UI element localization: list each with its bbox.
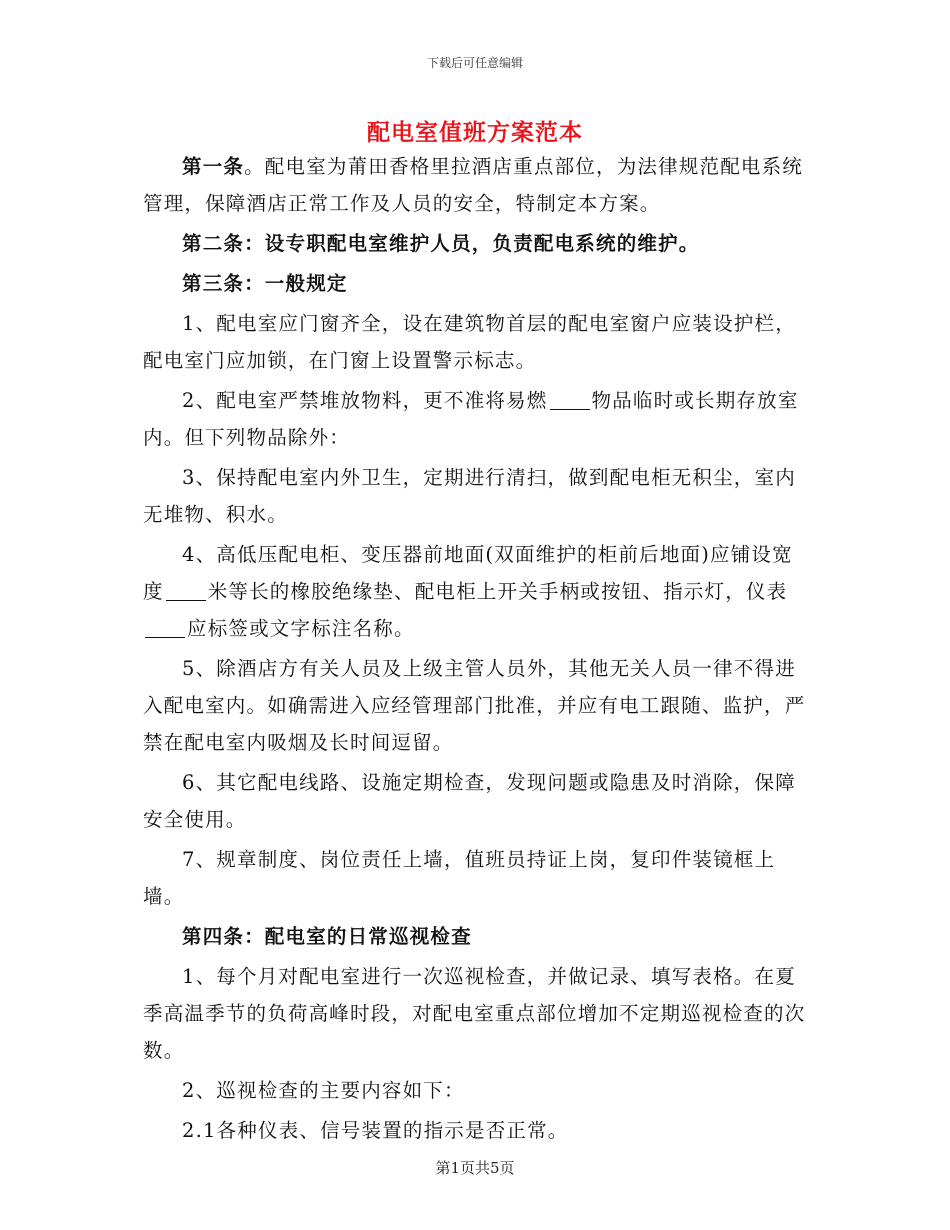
rule-item-3: 3、保持配电室内外卫生，定期进行清扫，做到配电柜无积尘，室内无堆物、积水。 xyxy=(143,466,796,526)
article-1 xyxy=(143,148,811,222)
article-4-heading: 第四条：配电室的日常巡视检查 xyxy=(182,925,472,948)
rule-item-4 xyxy=(143,536,811,647)
rule-item-4-part2: 米等长的橡胶绝缘垫、配电柜上开关手柄或按钮、指示灯，仪表 xyxy=(207,580,788,603)
inspection-item-2-1: 2.1各种仪表、信号装置的指示是否正常。 xyxy=(182,1119,569,1142)
rule-item-1: 1、配电室应门窗齐全，设在建筑物首层的配电室窗户应装设护栏，配电室门应加锁，在门窗上设置警示标志。 xyxy=(143,312,796,372)
rule-item-4-part3: 应标签或文字标注名称。 xyxy=(187,617,415,640)
rule-item-2-part2: 物品临时或长期存放室内。但下列物品除外： xyxy=(143,389,799,449)
rule-item-6: 6、其它配电线路、设施定期检查，发现问题或隐患及时消除，保障安全使用。 xyxy=(143,771,796,831)
article-1-text: 。配电室为莆田香格里拉酒店重点部位，为法律规范配电系统管理，保障酒店正常工作及人员的安全，特制定本方案。 xyxy=(143,155,804,215)
rule-item-7: 7、规章制度、岗位责任上墙，值班员持证上岗，复印件装镜框上墙。 xyxy=(143,848,776,908)
document-title: 配电室值班方案范本 xyxy=(367,119,583,146)
article-1-lead: 第一条 xyxy=(182,155,245,178)
rule-item-5: 5、除酒店方有关人员及上级主管人员外，其他无关人员一律不得进入配电室内。如确需进入应经管理部门批准，并应有电工跟随、监护，严禁在配电室内吸烟及长时间逗留。 xyxy=(143,657,806,754)
inspection-item-2: 2、巡视检查的主要内容如下： xyxy=(182,1079,465,1102)
document-body xyxy=(143,148,811,1149)
rule-item-4-part1: 4、高低压配电柜、变压器前地面(双面维护的柜前后地面)应铺设宽度 xyxy=(143,543,793,603)
article-2: 第二条：设专职配电室维护人员，负责配电系统的维护。 xyxy=(182,232,700,255)
rule-item-2-part1: 2、配电室严禁堆放物料，更不准将易燃 xyxy=(182,389,548,412)
page-footer: 第1页共5页 xyxy=(435,1159,515,1177)
blank-line xyxy=(145,618,185,639)
blank-line xyxy=(166,581,206,602)
article-3-heading: 第三条：一般规定 xyxy=(182,272,348,295)
blank-line xyxy=(550,390,590,411)
header-note: 下载后可任意编辑 xyxy=(426,56,523,70)
rule-item-2 xyxy=(143,382,811,456)
inspection-item-1: 1、每个月对配电室进行一次巡视检查，并做记录、填写表格。在夏季高温季节的负荷高峰时段，对配电室重点部位增加不定期巡视检查的次数。 xyxy=(143,965,806,1062)
